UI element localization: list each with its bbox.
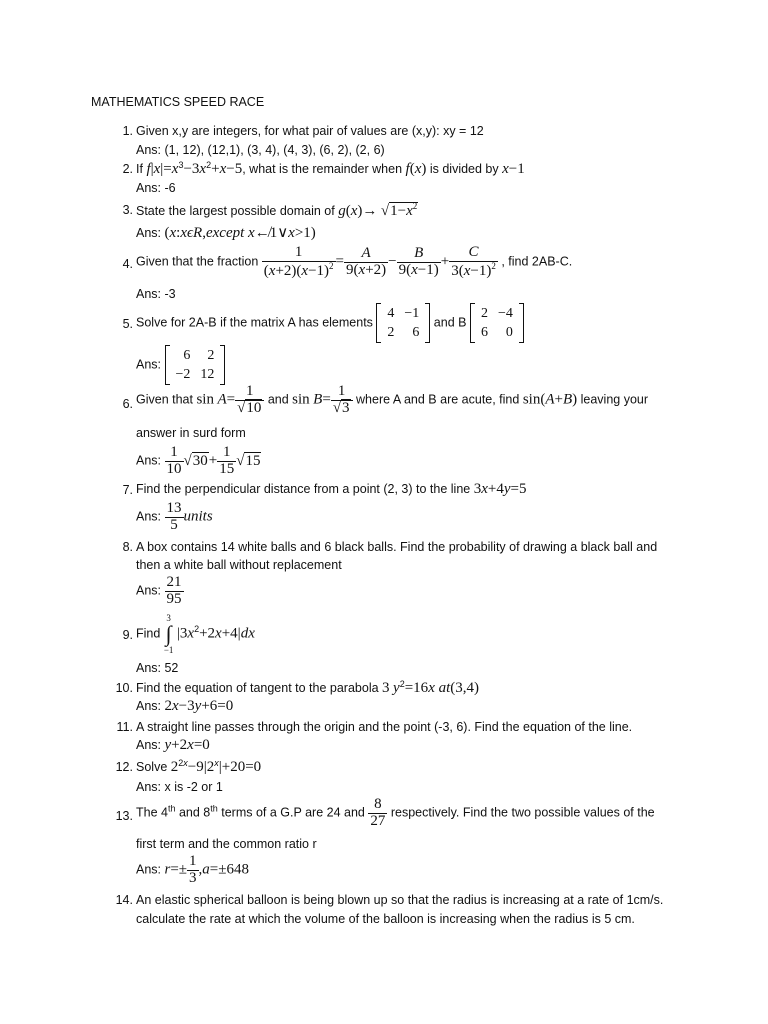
question-text: Given x,y are integers, for what pair of values are (x,y): xy = 12 [136,124,484,138]
question-number: 10. [115,681,133,695]
answer-text: Ans: r=± $\frac{1}{3}$ ,a=±648 [136,853,249,886]
matrix-answer [165,345,226,385]
matrix-cell: −2 [175,367,191,382]
answer-text: Ans: $\frac{13}{5}$ units [136,500,213,533]
answer-text: Ans: (1, 12), (12,1), (3, 4), (4, 3), (6, 2), (2, 6) [136,143,385,157]
matrix-cell: −1 [404,306,420,321]
page-title: MATHEMATICS SPEED RACE [91,95,265,109]
matrix-b [470,303,524,343]
question-text-line2: first term and the common ratio r [136,837,317,851]
answer-text: Ans: y+2x=0 [136,737,210,753]
question-text: Find the equation of tangent to the parabola 3 $y^2=16x$ at(3,4) [136,679,480,697]
matrix-cell: 6 [480,325,488,340]
question-text: Solve for 2A-B if the matrix A has elements 4 −1 2 6 and B 2 −4 6 0 [136,303,524,343]
question-text: A box contains 14 white balls and 6 black balls. Find the probability of drawing a black ball and [136,540,658,554]
question-number: 13. [115,809,133,823]
question-number: 6. [122,397,133,411]
question-number: 14. [115,893,133,907]
question-text: The 4th and 8th terms of a G.P are 24 and $\frac{8}{27}$ respectively. Find the two possible values of the [136,796,655,829]
question-text: A straight line passes through the origin and the point (-3, 6). Find the equation of the line. [136,720,633,734]
question-number: 11. [116,720,133,734]
question-text: An elastic spherical balloon is being blown up so that the radius is increasing at a rate of 1cm/s. [136,893,664,907]
question-number: 1. [122,124,133,138]
matrix-cell: −4 [497,306,513,321]
question-text-line2: answer in surd form [136,426,246,440]
question-text: Given that the fraction $\frac{1}{(x+2)(x-1)^2}$ = $\frac{A}{9(x+2)}$ − $\frac{B}{9(x-1)}$ + $\frac{C}{3(x-1)^2}$ , find 2AB-C. [136,244,573,279]
matrix-cell: 6 [412,325,420,340]
matrix-cell: 6 [183,348,191,363]
answer-text: Ans: $\frac{1}{10}$ √30+ $\frac{1}{15}$ √15 [136,444,261,477]
question-number: 2. [122,162,133,176]
answer-text: Ans: -3 [136,287,176,301]
matrix-cell: 4 [387,306,395,321]
question-text: If $f|x|=x^3-3x^2+x-5$, what is the remainder when f(x) is divided by x−1 [136,160,525,178]
question-number: 12. [115,760,133,774]
question-number: 8. [122,540,133,554]
question-number: 3. [122,203,133,217]
answer-text: Ans: -6 [136,181,176,195]
question-text: Given that sin A= $\frac{1}{√10}$ and sin B= $\frac{1}{√3}$ where A and B are acute, find sin(A+B) leaving your [136,383,649,416]
matrix-cell: 2 [207,348,215,363]
question-text-line2: then a white ball without replacement [136,558,342,572]
question-number: 4. [122,257,133,271]
matrix-cell: 2 [387,325,395,340]
answer-text: Ans: (x:xϵR,except x↚1∨x>1) [136,225,316,241]
answer-text: Ans: 2x−3y+6=0 [136,698,234,714]
answer-text: Ans: $\frac{21}{95}$ [136,574,182,607]
answer-text: Ans: 6 2 −2 12 [136,345,225,385]
question-text-line2: calculate the rate at which the volume of the balloon is increasing when the radius is 5 cm. [136,912,635,926]
question-number: 9. [122,628,133,642]
matrix-cell: 0 [505,325,513,340]
matrix-cell: 12 [200,367,215,382]
answer-text: Ans: 52 [136,661,179,675]
question-text: State the largest possible domain of $g(x)\to √1-x^2$ [136,201,418,219]
question-text: Find 3 ∫ −1 $|3x^2+2x+4|dx$ [136,613,255,655]
question-text: Find the perpendicular distance from a point (2, 3) to the line 3x+4y=5 [136,481,527,497]
matrix-cell: 2 [480,306,488,321]
question-text: Solve $2^{2x}-9|2^x|+20=0$ [136,758,262,776]
question-number: 5. [122,317,133,331]
matrix-a [376,303,430,343]
answer-text: Ans: x is -2 or 1 [136,780,223,794]
question-number: 7. [122,483,133,497]
